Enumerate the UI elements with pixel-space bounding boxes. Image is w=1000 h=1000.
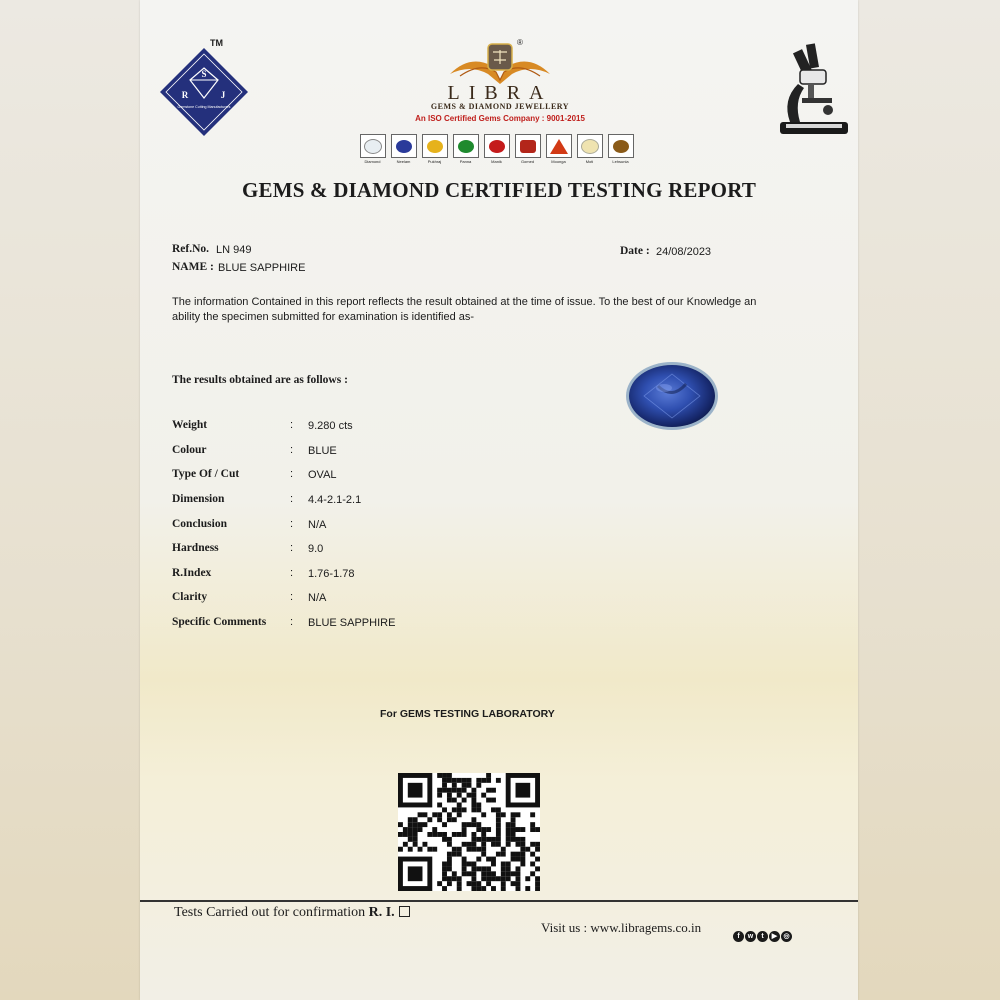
report-title: GEMS & DIAMOND CERTIFIED TESTING REPORT <box>241 178 757 202</box>
result-colon: : <box>290 493 294 505</box>
laboratory-signature-line: For GEMS TESTING LABORATORY <box>380 708 555 720</box>
gem-neelam <box>389 134 418 166</box>
srj-tagline: Gemstone Cutting Manufacturers <box>177 105 231 109</box>
result-row-rindex <box>172 567 492 583</box>
result-label: Colour <box>172 444 207 456</box>
brand-name: LIBRA <box>447 82 553 104</box>
tests-note <box>174 905 410 921</box>
result-label: Clarity <box>172 591 208 603</box>
date-value: 24/08/2023 <box>656 246 712 258</box>
result-value: 9.0 <box>308 543 324 555</box>
gem-diamond <box>358 134 387 166</box>
result-row-colour <box>172 444 492 460</box>
srj-logo <box>158 46 250 138</box>
yellow-sapphire-icon <box>427 140 443 153</box>
coral-icon <box>550 139 568 154</box>
result-value: 1.76-1.78 <box>308 568 355 580</box>
result-value: 9.280 cts <box>308 420 353 432</box>
result-row-weight <box>172 419 492 435</box>
gem-label: Moonga <box>551 159 566 164</box>
result-colon: : <box>290 542 294 554</box>
gem-moti <box>575 134 604 166</box>
result-row-comments <box>172 616 492 632</box>
result-colon: : <box>290 567 294 579</box>
result-row-dimension <box>172 493 492 509</box>
result-value: N/A <box>308 519 327 531</box>
ref-label: Ref.No. <box>172 243 210 255</box>
blue-sapphire-icon <box>396 140 412 153</box>
gem-label: Panna <box>459 159 472 164</box>
result-label: Type Of / Cut <box>172 468 240 480</box>
srj-letter-r: R <box>181 90 189 100</box>
result-label: Dimension <box>172 493 225 505</box>
gem-pukhraj <box>420 134 449 166</box>
website-link[interactable]: Visit us : www.libragems.co.in <box>541 920 702 935</box>
cats-eye-icon <box>613 140 629 153</box>
iso-certification: An ISO Certified Gems Company : 9001-2015 <box>415 114 585 123</box>
libra-crest-logo <box>440 40 560 86</box>
result-label: Specific Comments <box>172 616 267 628</box>
gem-label: Gomed <box>520 159 535 164</box>
gem-manik <box>482 134 511 166</box>
gem-lehsunia <box>606 134 635 166</box>
tests-ri: R. I. <box>368 905 395 920</box>
background-right <box>858 0 1000 1000</box>
gem-label: Neelam <box>396 159 411 164</box>
instagram-icon[interactable]: ◎ <box>781 931 792 942</box>
checkbox-icon <box>399 906 410 917</box>
result-colon: : <box>290 518 294 530</box>
sapphire-photo <box>624 360 720 432</box>
tests-text: Tests Carried out for confirmation <box>174 905 369 920</box>
gem-moonga <box>544 134 573 166</box>
gem-label: Lehsunia <box>612 159 629 164</box>
result-row-conclusion <box>172 518 492 534</box>
result-colon: : <box>290 591 294 603</box>
background-left <box>0 0 142 1000</box>
gemstone-strip <box>358 134 635 166</box>
facebook-icon[interactable]: f <box>733 931 744 942</box>
ref-value: LN 949 <box>216 244 252 256</box>
srj-trademark: TM <box>210 38 223 48</box>
result-row-clarity <box>172 591 492 607</box>
srj-letter-s: S <box>201 69 207 79</box>
results-heading: The results obtained are as follows : <box>172 374 348 386</box>
gem-label: Diamond <box>364 159 381 164</box>
name-value: BLUE SAPPHIRE <box>218 262 306 274</box>
diamond-icon <box>364 139 382 154</box>
result-row-cut <box>172 468 492 484</box>
result-label: Conclusion <box>172 518 227 530</box>
date-label: Date : <box>620 245 650 257</box>
pearl-icon <box>581 139 599 154</box>
result-colon: : <box>290 616 294 628</box>
registered-mark: ® <box>517 38 523 47</box>
hessonite-icon <box>520 140 536 153</box>
social-icons <box>733 931 792 942</box>
srj-letter-j: J <box>220 90 226 100</box>
result-value: 4.4-2.1-2.1 <box>308 494 362 506</box>
twitter-icon[interactable]: t <box>757 931 768 942</box>
result-label: R.Index <box>172 567 212 579</box>
emerald-icon <box>458 140 474 153</box>
brand-subtitle: GEMS & DIAMOND JEWELLERY <box>430 102 570 111</box>
result-colon: : <box>290 468 294 480</box>
gem-label: Manik <box>491 159 502 164</box>
gem-gomed <box>513 134 542 166</box>
result-label: Weight <box>172 419 208 431</box>
report-statement: The information Contained in this report reflects the result obtained at the time of issue. To the best of our Knowledge an ability the specimen submitted for examination is identified as- <box>172 296 757 323</box>
result-value: OVAL <box>308 469 337 481</box>
gem-panna <box>451 134 480 166</box>
qr-code[interactable] <box>398 773 540 891</box>
name-label: NAME : <box>172 261 214 273</box>
result-row-hardness <box>172 542 492 558</box>
footer-divider <box>140 900 858 902</box>
result-label: Hardness <box>172 542 219 554</box>
ruby-icon <box>489 140 505 153</box>
youtube-icon[interactable]: ▶ <box>769 931 780 942</box>
result-colon: : <box>290 419 294 431</box>
result-value: BLUE <box>308 445 337 457</box>
result-value: BLUE SAPPHIRE <box>308 617 396 629</box>
whatsapp-icon[interactable]: w <box>745 931 756 942</box>
gem-label: Moti <box>585 159 594 164</box>
gem-label: Pukhraj <box>427 159 442 164</box>
microscope-icon <box>772 40 852 140</box>
result-colon: : <box>290 444 294 456</box>
result-value: N/A <box>308 592 327 604</box>
